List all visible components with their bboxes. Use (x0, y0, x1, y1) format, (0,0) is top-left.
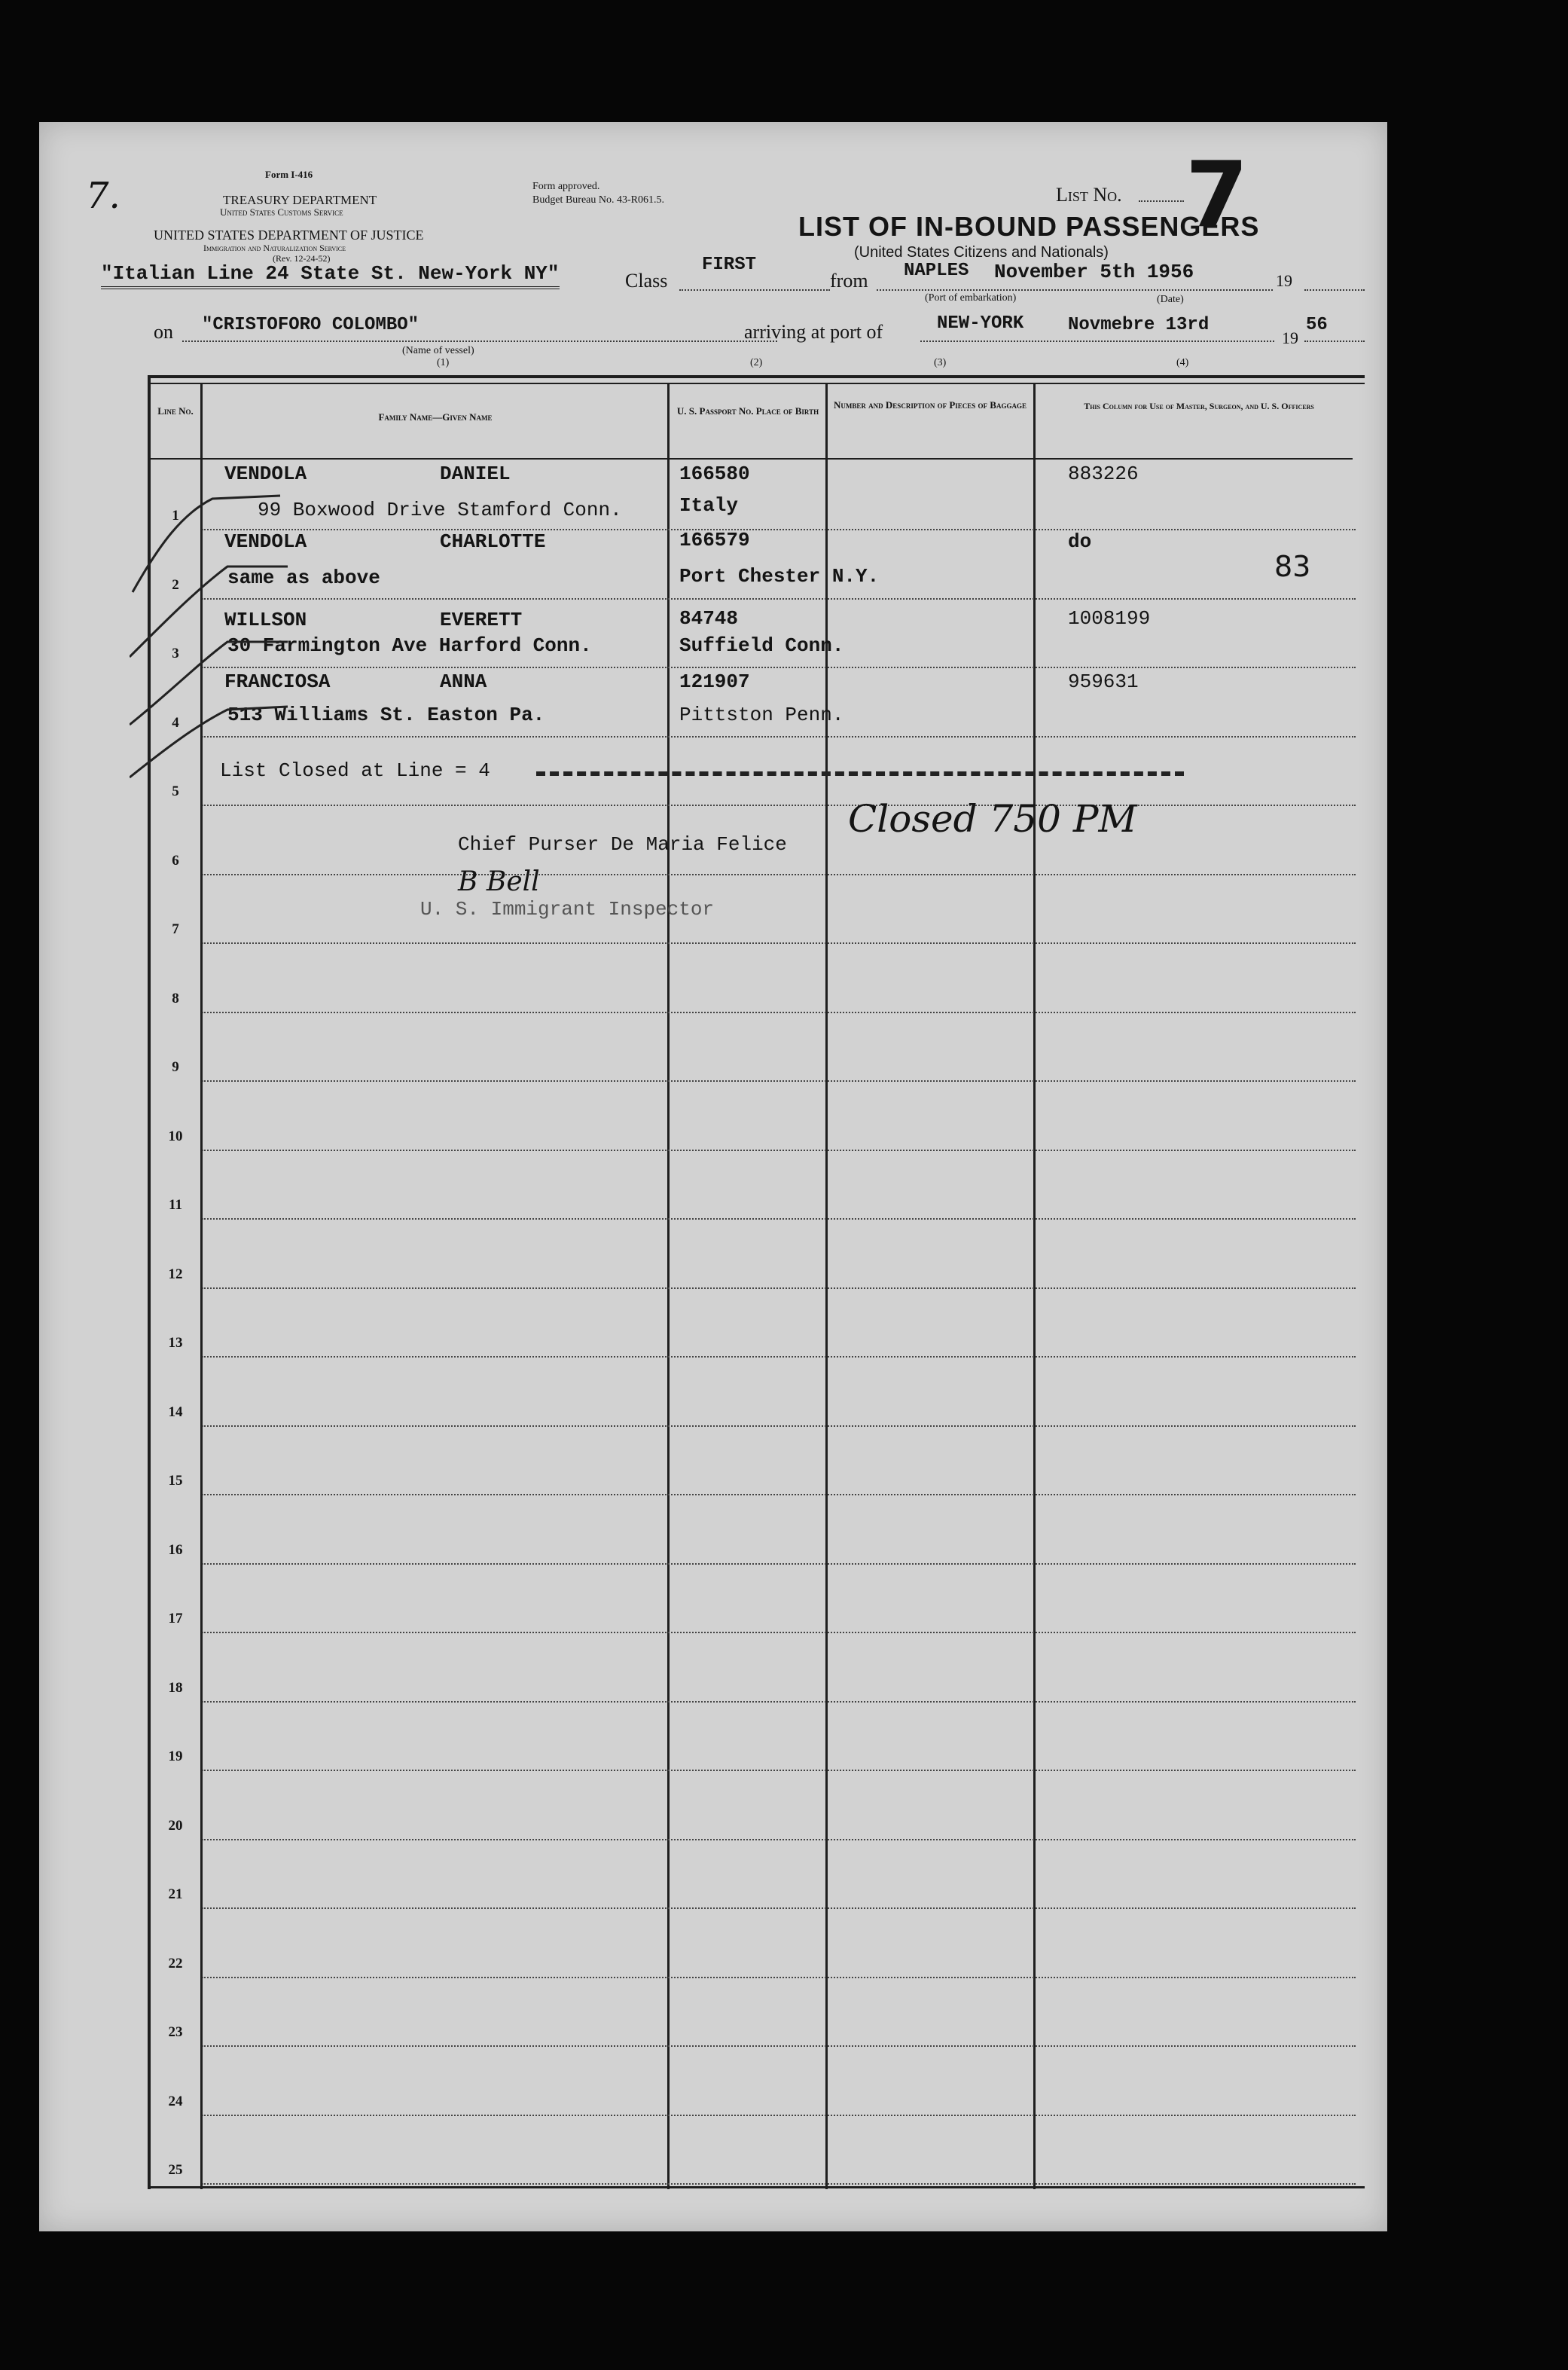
entry-2-family: VENDOLA (224, 530, 307, 553)
entry-2-passport: 166579 (679, 529, 750, 551)
col-num-2: (2) (750, 357, 763, 368)
arrival-date: Novmebre 13rd (1068, 315, 1210, 335)
line-number: 17 (168, 1611, 183, 1626)
table-row (202, 2045, 1356, 2047)
col-divider-officers (1033, 383, 1036, 2189)
port-of-embarkation: NAPLES (904, 261, 969, 281)
entry-4-address: 513 Williams St. Easton Pa. (227, 704, 545, 726)
arrival-year-prefix: 19 (1282, 328, 1298, 347)
list-no-line (1139, 200, 1184, 202)
list-closed-text: List Closed at Line = 4 (220, 759, 490, 782)
line-number: 11 (169, 1197, 182, 1213)
immigrant-inspector: U. S. Immigrant Inspector (420, 898, 715, 921)
header-officers: This Column for Use of Master, Surgeon, and U. S. Officers (1084, 401, 1314, 411)
table-row (202, 1563, 1356, 1565)
line-number: 2 (172, 576, 179, 593)
line-number: 21 (168, 1886, 183, 1902)
table-row (202, 736, 1356, 738)
entry-3-given: EVERETT (440, 609, 523, 631)
line-number: 9 (172, 1059, 179, 1075)
entry-2-birthplace: Port Chester N.Y. (679, 565, 880, 588)
ins-service: Immigration and Naturalization Service (203, 243, 346, 253)
line-number: 19 (168, 1748, 183, 1764)
customs-service: United States Customs Service (220, 206, 343, 218)
class-line (679, 289, 830, 291)
entry-4-passport: 121907 (679, 670, 750, 693)
table-row (202, 1150, 1356, 1151)
table-row (202, 805, 1356, 806)
pencil-checkmarks (130, 454, 295, 875)
budget-bureau: Budget Bureau No. 43-R061.5. (532, 194, 664, 206)
entry-1-given: DANIEL (440, 463, 511, 485)
class-label: Class (625, 270, 668, 292)
entry-4-family: FRANCIOSA (224, 670, 331, 693)
table-row (202, 598, 1356, 600)
date-caption: (Date) (1157, 294, 1184, 305)
line-number: 3 (172, 646, 179, 661)
page-title: LIST OF IN-BOUND PASSENGERS (798, 211, 1260, 242)
line-number: 16 (168, 1541, 183, 1558)
entry-2-officer: do (1068, 530, 1092, 553)
chief-purser: Chief Purser De Maria Felice (458, 833, 787, 856)
table-bottom-rule (148, 2186, 1365, 2188)
embarkation-date: November 5th 1956 (994, 261, 1194, 283)
entry-4-birthplace: Pittston Penn. (679, 704, 844, 726)
treasury-department: TREASURY DEPARTMENT (223, 193, 377, 207)
closed-time-note: Closed 750 PM (848, 797, 1137, 841)
entry-4-officer: 959631 (1068, 670, 1139, 693)
list-no-value: 7 (1185, 143, 1249, 248)
entry-1-birthplace: Italy (679, 494, 739, 517)
page-subtitle: (United States Citizens and Nationals) (854, 244, 1109, 261)
manifest-sheet (39, 122, 1387, 2231)
entry-2-address: same as above (227, 567, 380, 589)
line-number: 15 (168, 1473, 183, 1489)
list-no-label: List No. (1056, 184, 1122, 206)
vessel-name: "CRISTOFORO COLOMBO" (202, 315, 419, 335)
table-row (202, 1494, 1356, 1495)
col-divider-passport (667, 383, 670, 2189)
table-row (202, 874, 1356, 875)
header-passport: U. S. Passport No. Place of Birth (676, 405, 819, 417)
header-line-no: Line No. (157, 405, 194, 417)
margin-count: 83 (1274, 550, 1311, 583)
line-number: 13 (168, 1335, 183, 1351)
col-num-1: (1) (437, 357, 450, 368)
line-number: 1 (172, 508, 179, 524)
table-row (202, 667, 1356, 668)
line-number: 20 (168, 1817, 183, 1834)
entry-3-passport: 84748 (679, 607, 739, 630)
entry-3-family: WILLSON (224, 609, 307, 631)
col-num-3: (3) (934, 357, 947, 368)
line-number: 23 (168, 2024, 183, 2040)
table-top-rule-2 (148, 383, 1365, 384)
arrival-year-line (1304, 341, 1365, 342)
table-row (202, 1977, 1356, 1978)
line-number: 25 (168, 2162, 183, 2178)
on-label: on (154, 321, 173, 343)
table-top-rule (148, 375, 1365, 378)
line-number: 4 (172, 714, 179, 731)
line-number: 5 (172, 783, 179, 799)
from-label: from (830, 270, 868, 292)
header-bottom-rule (148, 458, 1353, 460)
form-number: Form I-416 (265, 169, 313, 180)
line-number: 12 (168, 1266, 183, 1282)
line-number: 18 (168, 1679, 183, 1696)
table-row (202, 1770, 1356, 1771)
line-number: 22 (168, 1955, 183, 1971)
table-row (202, 1839, 1356, 1840)
table-row (202, 1907, 1356, 1909)
table-row (202, 1356, 1356, 1358)
inspector-signature: B Bell (458, 866, 540, 897)
line-number: 24 (168, 2093, 183, 2109)
line-number: 14 (168, 1403, 183, 1420)
header-baggage: Number and Description of Pieces of Baggage (834, 399, 1027, 411)
entry-1-address: 99 Boxwood Drive Stamford Conn. (258, 499, 622, 521)
from-line (877, 289, 1273, 291)
arrival-year: 56 (1306, 315, 1328, 335)
table-row (202, 1632, 1356, 1633)
entry-1-officer: 883226 (1068, 463, 1139, 485)
line-number: 7 (172, 921, 179, 937)
line-number: 10 (168, 1128, 183, 1144)
closed-dash-rule (536, 771, 1184, 776)
entry-3-birthplace: Suffield Conn. (679, 634, 844, 657)
header-name: Family Name—Given Name (378, 411, 493, 423)
entry-1-passport: 166580 (679, 463, 750, 485)
year-prefix: 19 (1276, 271, 1292, 290)
margin-mark: 7. (86, 175, 120, 217)
entry-3-address: 30 Farmington Ave Harford Conn. (227, 634, 592, 657)
table-row (202, 1012, 1356, 1013)
table-row (202, 942, 1356, 944)
vessel-line (182, 341, 777, 342)
table-row (202, 2115, 1356, 2116)
year-line (1304, 289, 1365, 291)
table-row (202, 1425, 1356, 1427)
table-row (202, 1287, 1356, 1289)
table-row (202, 529, 1356, 530)
table-row (202, 1080, 1356, 1082)
table-row (202, 1701, 1356, 1703)
arrival-line (920, 341, 1274, 342)
company-name: "Italian Line 24 State St. New-York NY" (101, 262, 560, 289)
port-embark-caption: (Port of embarkation) (925, 292, 1017, 304)
vessel-caption: (Name of vessel) (402, 345, 474, 356)
arriving-label: arriving at port of (744, 321, 883, 343)
class-value: FIRST (702, 255, 757, 275)
line-number: 8 (172, 990, 179, 1006)
entry-2-given: CHARLOTTE (440, 530, 546, 553)
entry-4-given: ANNA (440, 670, 487, 693)
port-of-arrival: NEW-YORK (937, 313, 1024, 334)
entry-3-officer: 1008199 (1068, 607, 1151, 630)
line-number: 6 (172, 852, 179, 869)
entry-1-family: VENDOLA (224, 463, 307, 485)
col-num-4: (4) (1176, 357, 1189, 368)
table-row (202, 1218, 1356, 1220)
table-row (202, 2183, 1356, 2185)
dept-of-justice: UNITED STATES DEPARTMENT OF JUSTICE (154, 228, 424, 243)
form-revision: (Rev. 12-24-52) (273, 253, 331, 264)
form-approved: Form approved. (532, 181, 600, 192)
